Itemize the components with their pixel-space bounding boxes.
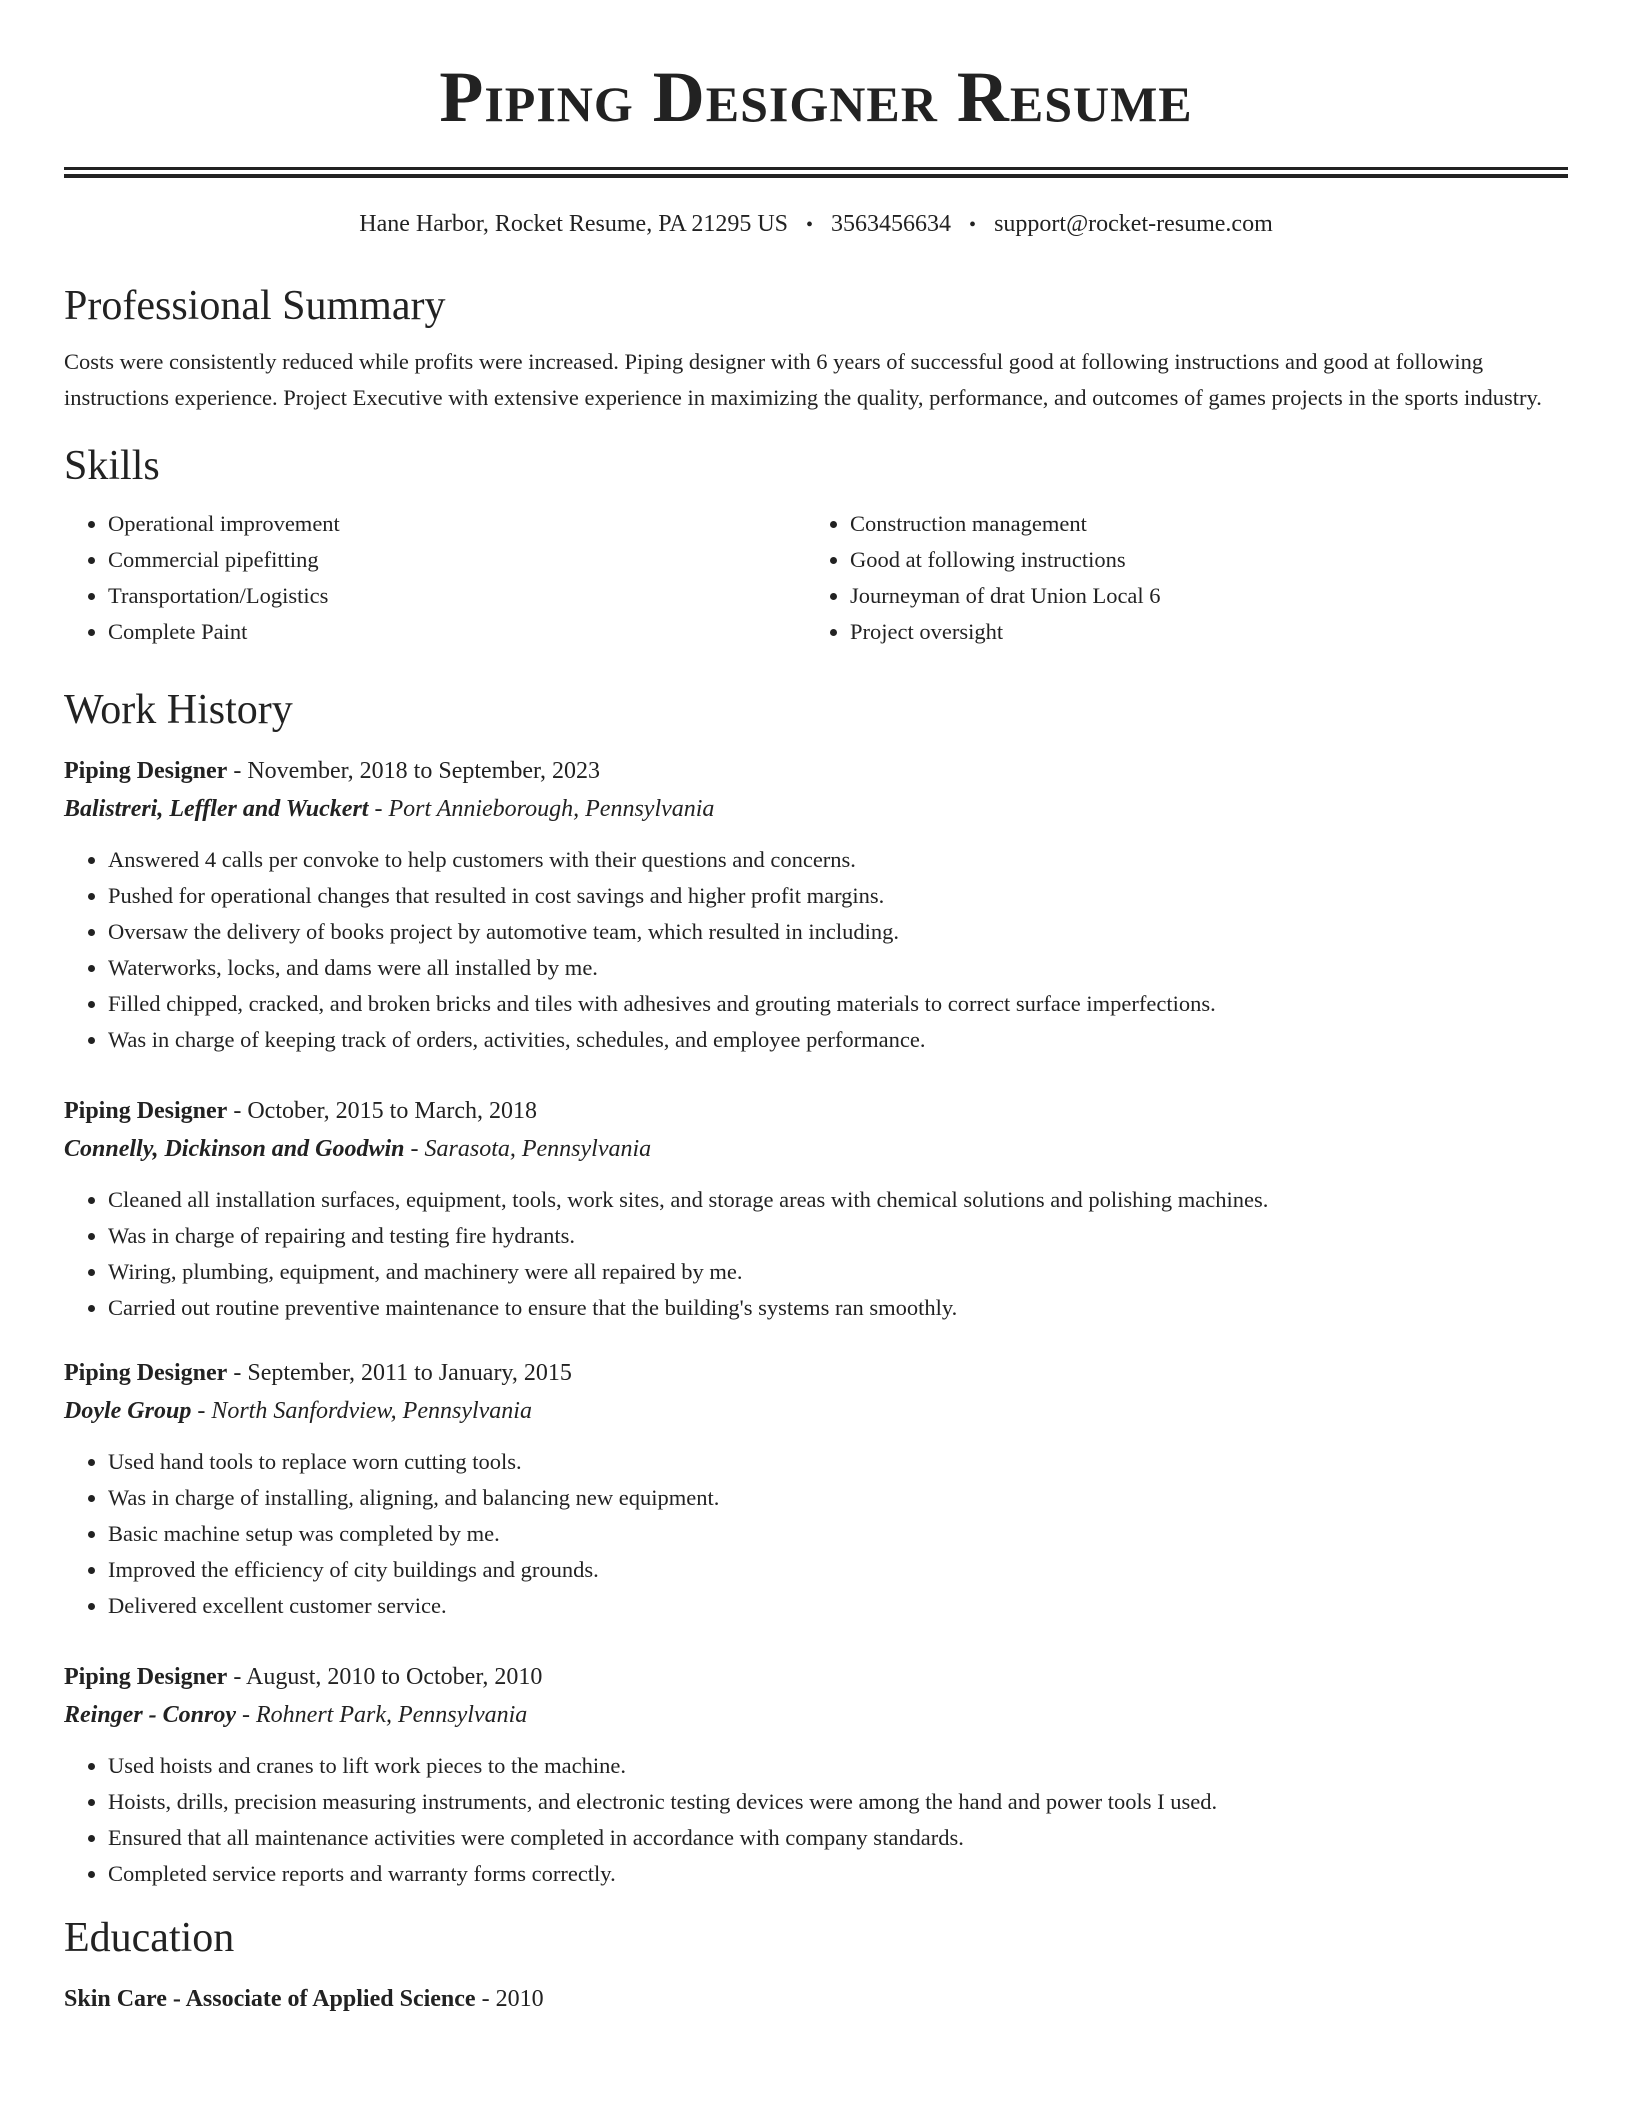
job-title: Piping Designer: [64, 1360, 228, 1386]
job-duty: • Was in charge of repairing and testing fire hydrants.: [108, 1218, 1568, 1254]
job-duty: • Improved the efficiency of city buildings and grounds.: [108, 1552, 1568, 1588]
job-duty: • Hoists, drills, precision measuring instruments, and electronic testing devices were among the hand and power tools I used.: [108, 1784, 1568, 1820]
job-duty: • Basic machine setup was completed by me.: [108, 1516, 1568, 1552]
contact-separator: •: [969, 214, 977, 236]
job-duty: • Delivered excellent customer service.: [108, 1588, 1568, 1624]
job-heading: Piping Designer - August, 2010 to October, 2010: [64, 1664, 543, 1690]
job-duty: • Pushed for operational changes that resulted in cost savings and higher profit margins.: [108, 878, 1568, 914]
job-company: Connelly, Dickinson and Goodwin: [64, 1136, 405, 1162]
job-duties: [64, 842, 1568, 1058]
job-employer: Balistreri, Leffler and Wuckert - Port Annieborough, Pennsylvania: [64, 796, 715, 822]
job-duty: • Filled chipped, cracked, and broken bricks and tiles with adhesives and grouting materials to correct surface imperfections.: [108, 986, 1568, 1022]
skills-column-left: [64, 506, 806, 650]
job-entry: [64, 1354, 1568, 1624]
job-company: Doyle Group: [64, 1398, 192, 1424]
skills-column-right: [806, 506, 1548, 650]
job-title: Piping Designer: [64, 1098, 228, 1124]
job-heading: Piping Designer - November, 2018 to September, 2023: [64, 758, 601, 784]
job-employer: Reinger - Conroy - Rohnert Park, Pennsylvania: [64, 1702, 528, 1728]
skill-item: • Transportation/Logistics: [108, 578, 806, 614]
job-dates: November, 2018 to September, 2023: [247, 758, 601, 784]
education-year: 2010: [495, 1986, 544, 2012]
job-entry: [64, 1092, 1568, 1326]
job-heading: Piping Designer - September, 2011 to January, 2015: [64, 1360, 572, 1386]
job-duty: • Oversaw the delivery of books project by automotive team, which resulted in including.: [108, 914, 1568, 950]
skill-item: • Journeyman of drat Union Local 6: [850, 578, 1548, 614]
job-duty: • Completed service reports and warranty forms correctly.: [108, 1856, 1568, 1892]
contact-email: support@rocket-resume.com: [994, 211, 1273, 237]
job-duty: • Cleaned all installation surfaces, equipment, tools, work sites, and storage areas with chemical solutions and polishing machines.: [108, 1182, 1568, 1218]
education-entry: Skin Care - Associate of Applied Science - 2010: [64, 1986, 544, 2012]
skill-item: • Construction management: [850, 506, 1548, 542]
job-duty: • Answered 4 calls per convoke to help customers with their questions and concerns.: [108, 842, 1568, 878]
contact-address: Hane Harbor, Rocket Resume, PA 21295 US: [359, 211, 789, 237]
skill-item: • Complete Paint: [108, 614, 806, 650]
section-title-summary: Professional Summary: [64, 283, 446, 329]
skill-item: • Operational improvement: [108, 506, 806, 542]
job-employer: Doyle Group - North Sanfordview, Pennsylvania: [64, 1398, 532, 1424]
job-duty: • Was in charge of keeping track of orders, activities, schedules, and employee performance.: [108, 1022, 1568, 1058]
job-title: Piping Designer: [64, 1664, 228, 1690]
job-duties: [64, 1444, 1568, 1624]
resume-page: [64, 0, 1568, 2018]
job-duty: • Ensured that all maintenance activities were completed in accordance with company standards.: [108, 1820, 1568, 1856]
job-duties: [64, 1748, 1568, 1892]
job-company: Balistreri, Leffler and Wuckert: [64, 796, 369, 822]
job-entry: [64, 752, 1568, 1058]
job-location: North Sanfordview, Pennsylvania: [211, 1398, 532, 1424]
job-title: Piping Designer: [64, 758, 228, 784]
section-title-work-history: Work History: [64, 687, 293, 733]
education-degree: Skin Care - Associate of Applied Science: [64, 1986, 476, 2012]
job-duty: • Carried out routine preventive maintenance to ensure that the building's systems ran smoothly.: [108, 1290, 1568, 1326]
job-duty: • Wiring, plumbing, equipment, and machinery were all repaired by me.: [108, 1254, 1568, 1290]
job-dates: August, 2010 to October, 2010: [246, 1664, 543, 1690]
skill-item: • Commercial pipefitting: [108, 542, 806, 578]
job-dates: October, 2015 to March, 2018: [247, 1098, 537, 1124]
job-location: Rohnert Park, Pennsylvania: [256, 1702, 528, 1728]
section-title-skills: Skills: [64, 443, 160, 489]
job-company: Reinger - Conroy: [64, 1702, 237, 1728]
job-entry: [64, 1658, 1568, 1892]
title-divider: [64, 167, 1568, 170]
contact-line: [64, 206, 1568, 242]
skill-item: • Good at following instructions: [850, 542, 1548, 578]
job-duties: [64, 1182, 1568, 1326]
job-duty: • Waterworks, locks, and dams were all installed by me.: [108, 950, 1568, 986]
job-heading: Piping Designer - October, 2015 to March, 2018: [64, 1098, 537, 1124]
job-location: Port Annieborough, Pennsylvania: [388, 796, 715, 822]
section-title-education: Education: [64, 1915, 235, 1961]
job-location: Sarasota, Pennsylvania: [424, 1136, 652, 1162]
job-dates: September, 2011 to January, 2015: [247, 1360, 572, 1386]
job-duty: • Used hoists and cranes to lift work pieces to the machine.: [108, 1748, 1568, 1784]
job-employer: Connelly, Dickinson and Goodwin - Sarasota, Pennsylvania: [64, 1136, 652, 1162]
contact-separator: •: [806, 214, 814, 236]
skills-list: [64, 506, 1568, 650]
contact-phone: 3563456634: [831, 211, 952, 237]
job-duty: • Was in charge of installing, aligning, and balancing new equipment.: [108, 1480, 1568, 1516]
job-duty: • Used hand tools to replace worn cutting tools.: [108, 1444, 1568, 1480]
resume-title: Piping Designer Resume: [439, 57, 1193, 137]
skill-item: • Project oversight: [850, 614, 1548, 650]
summary-text: Costs were consistently reduced while profits were increased. Piping designer with 6 years of successful good at following instructions and good at following instructions experience. Project Executive with extensive experience in maximizing the quality, performance, and outcomes of games projects in the sports industry.: [64, 349, 1542, 410]
